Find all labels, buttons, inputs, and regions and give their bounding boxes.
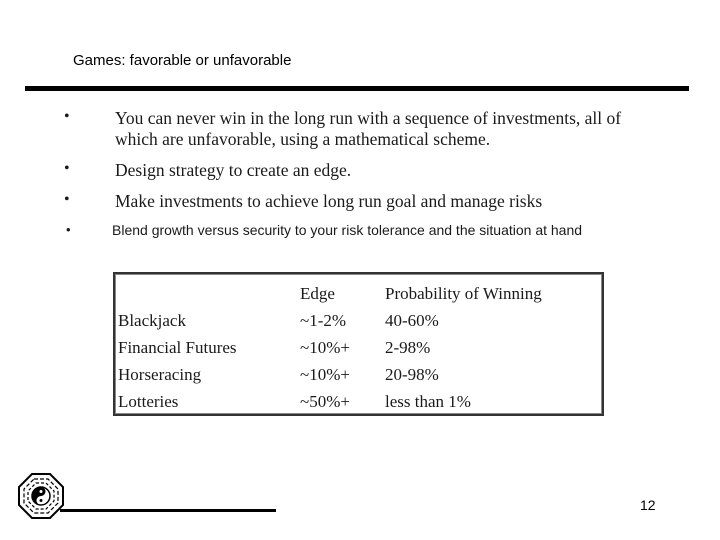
- bullet-1-line-1: You can never win in the long run with a sequence of investments, all of: [115, 108, 622, 128]
- table-row: [118, 361, 585, 388]
- table-cell: ~1-2%: [300, 310, 347, 330]
- table-cell: 2-98%: [385, 337, 431, 357]
- bullet-marker: •: [66, 222, 71, 237]
- table-cell: Financial Futures: [118, 337, 237, 357]
- table-cell: 20-98%: [385, 364, 439, 384]
- bullet-marker: •: [64, 160, 70, 177]
- table-header-cell: Edge: [300, 283, 335, 303]
- table-cell: less than 1%: [385, 391, 471, 411]
- bullet-3: Make investments to achieve long run goal and manage risks: [115, 191, 543, 211]
- bullet-marker: •: [64, 108, 70, 125]
- table-cell: 40-60%: [385, 310, 439, 330]
- edge-probability-table: [118, 280, 585, 415]
- table-header-row: [118, 280, 585, 307]
- table-row: [118, 307, 585, 334]
- table-cell: Lotteries: [118, 391, 179, 411]
- table-cell: ~50%+: [300, 391, 350, 411]
- octagon-bagua-logo-icon: [17, 472, 65, 520]
- table-header-cell: Probability of Winning: [385, 283, 542, 303]
- bullet-4: Blend growth versus security to your risk tolerance and the situation at hand: [112, 222, 583, 238]
- slide-title: Games: favorable or unfavorable: [73, 52, 292, 69]
- table-cell: ~10%+: [300, 337, 350, 357]
- title-divider: [25, 86, 689, 91]
- table-cell: Horseracing: [118, 364, 202, 384]
- table-header-cell: [118, 280, 300, 307]
- table-row: [118, 388, 585, 415]
- table-cell: ~10%+: [300, 364, 350, 384]
- bullet-marker: •: [64, 191, 70, 208]
- bullet-1-line-2: which are unfavorable, using a mathematical scheme.: [115, 129, 491, 149]
- page-number: 12: [640, 497, 656, 513]
- bullet-2: Design strategy to create an edge.: [115, 160, 352, 180]
- table-row: [118, 334, 585, 361]
- footer-divider: [60, 509, 276, 512]
- table-cell: Blackjack: [118, 310, 186, 330]
